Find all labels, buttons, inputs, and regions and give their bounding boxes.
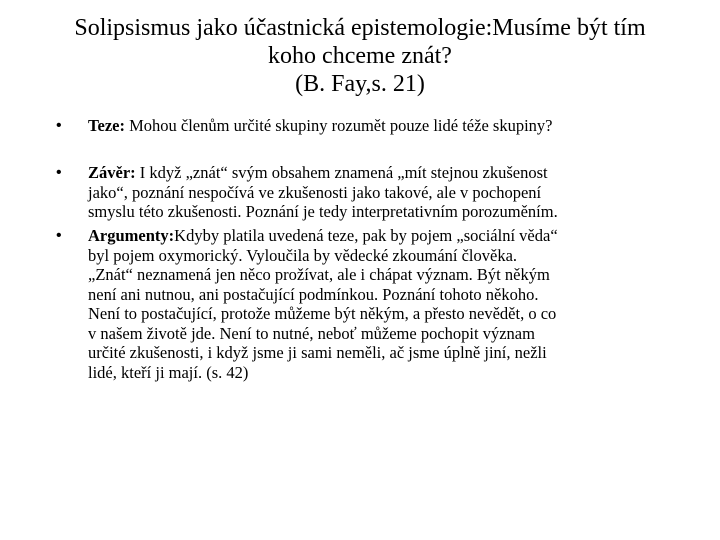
title-line: Solipsismus jako účastnická epistemologie:Musíme být tím	[74, 15, 646, 41]
bullet-text	[88, 226, 673, 382]
bullet-text	[88, 163, 673, 222]
bullet-line	[88, 226, 673, 246]
bullet-marker: •	[56, 117, 62, 134]
title-line: koho chceme znát?	[268, 43, 452, 69]
slide-title	[60, 14, 660, 98]
bullet-line: byl pojem oxymorický. Vyloučila by vědecké zkoumání člověka.	[88, 245, 518, 265]
bullet-line-text: I když „znát“ svým obsahem znamená „mít stejnou zkušenost	[135, 163, 548, 182]
bullet-lead: Argumenty:	[88, 226, 175, 245]
bullet-line: smyslu této zkušenosti. Poznání je tedy interpretativním porozuměním.	[88, 202, 558, 221]
title-line: (B. Fay,s. 21)	[295, 71, 425, 97]
bullet-marker: •	[56, 164, 62, 181]
bullet-line: v našem životě jde. Není to nutné, neboť můžeme pochopit význam	[88, 323, 535, 343]
bullet-line	[88, 116, 673, 136]
bullet-line: Není to postačující, protože můžeme být někým, a přesto nevědět, o co	[88, 304, 557, 323]
bullet-text	[88, 116, 673, 136]
bullet-line-text: Mohou členům určité skupiny rozumět pouze lidé téže skupiny?	[124, 116, 553, 135]
bullet-line: „Znát“ neznamená jen něco prožívat, ale i chápat význam. Být někým	[88, 265, 550, 284]
bullet-line: určité zkušenosti, i když jsme ji sami neměli, ač jsme úplně jiní, nežli	[88, 343, 547, 362]
bullet-line: lidé, kteří ji mají. (s. 42)	[88, 362, 249, 382]
bullet-lead: Závěr:	[88, 163, 136, 182]
bullet-lead: Teze:	[88, 116, 125, 135]
bullet-marker: •	[56, 227, 62, 244]
bullet-line: není ani nutnou, ani postačující podmínkou. Poznání tohoto někoho.	[88, 284, 539, 304]
bullet-line	[88, 163, 673, 183]
bullet-line: jako“, poznání nespočívá ve zkušenosti jako takové, ale v pochopení	[88, 182, 542, 202]
bullet-line-text: Kdyby platila uvedená teze, pak by pojem „sociální věda“	[174, 226, 558, 245]
